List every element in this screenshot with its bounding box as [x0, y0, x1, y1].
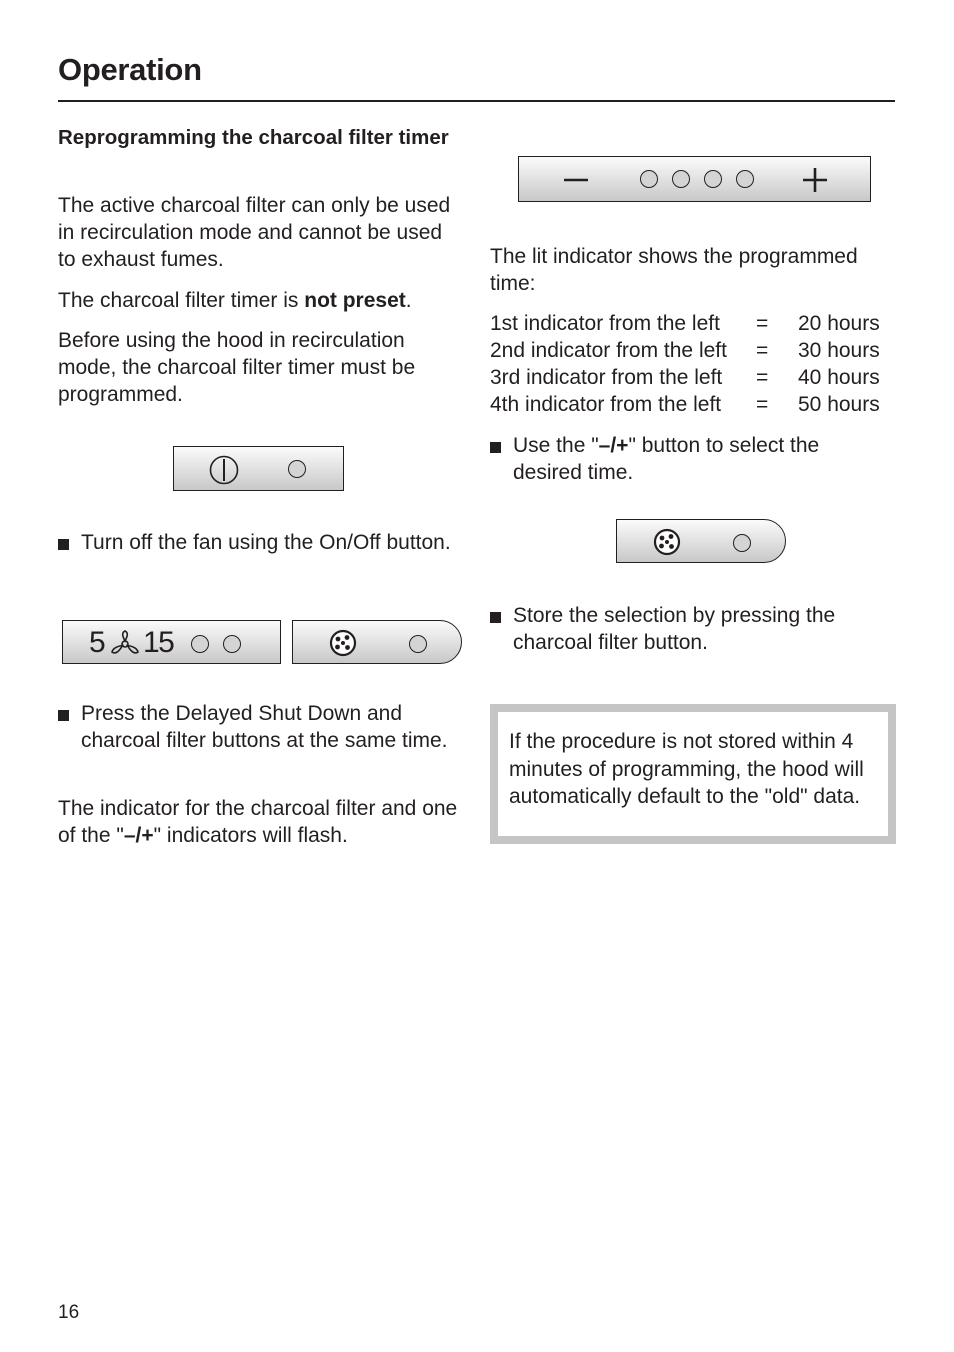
- table-row: [490, 364, 880, 391]
- bullet-marker: [58, 539, 69, 550]
- time-indicator-2: [672, 170, 690, 188]
- indicator-label: 1st indicator from the left: [490, 312, 720, 335]
- bullet-press-buttons-text: Press the Delayed Shut Down and charcoal filter buttons at the same time.: [81, 702, 448, 752]
- delay-5-label: 5: [89, 626, 105, 659]
- paragraph-recirculation: The active charcoal filter can only be used in recirculation mode and cannot be used to exhaust fumes.: [58, 194, 451, 271]
- delay-indicator-1: [191, 635, 209, 653]
- table-row: [490, 391, 880, 418]
- indicator-eq: =: [756, 393, 769, 416]
- bullet-press-buttons: [58, 700, 461, 754]
- time-indicator-1: [640, 170, 658, 188]
- indicator-eq: =: [756, 366, 769, 389]
- on-off-panel: [173, 446, 344, 491]
- minus-icon[interactable]: [563, 168, 589, 192]
- charcoal-filter-icon[interactable]: [653, 528, 681, 556]
- not-preset-bold: not preset: [304, 289, 406, 312]
- page-title: Operation: [58, 52, 202, 87]
- indicator-value: 30 hours: [798, 339, 880, 362]
- bullet-marker: [490, 612, 501, 623]
- charcoal-filter-indicator: [409, 635, 427, 653]
- paragraph-indicator-flash: [58, 795, 458, 849]
- flash-prefix: The indicator for the charcoal filter and one of the ": [58, 797, 458, 847]
- section-subheading: Reprogramming the charcoal filter timer: [58, 126, 449, 149]
- indicator-eq: =: [756, 312, 769, 335]
- page-number: 16: [58, 1302, 80, 1323]
- indicator-value: 20 hours: [798, 312, 880, 335]
- select-time-prefix: Use the ": [513, 434, 599, 457]
- indicator-time-table: [490, 310, 880, 418]
- time-indicator-4: [736, 170, 754, 188]
- delay-indicator-2: [223, 635, 241, 653]
- fan-icon[interactable]: [109, 630, 141, 656]
- power-icon[interactable]: [208, 455, 240, 485]
- flash-suffix: " indicators will flash.: [153, 824, 348, 847]
- title-rule: [58, 100, 895, 102]
- not-preset-suffix: .: [405, 289, 412, 312]
- time-indicator-3: [704, 170, 722, 188]
- note-box: [490, 704, 896, 844]
- paragraph-not-preset: [58, 287, 458, 314]
- select-time-bold: –/+: [598, 434, 629, 457]
- charcoal-filter-icon[interactable]: [329, 629, 357, 657]
- minus-plus-panel: [518, 156, 871, 202]
- indicator-label: 3rd indicator from the left: [490, 366, 723, 389]
- bullet-store-selection: [490, 602, 913, 656]
- not-preset-prefix: The charcoal filter timer is: [58, 289, 305, 312]
- bullet-select-time: [490, 432, 893, 486]
- indicator-value: 50 hours: [798, 393, 880, 416]
- paragraph-lit-indicator: The lit indicator shows the programmed time:: [490, 245, 858, 295]
- table-row: [490, 337, 880, 364]
- indicator-label: 2nd indicator from the left: [490, 339, 727, 362]
- charcoal-filter-panel: [292, 620, 462, 664]
- note-text: If the procedure is not stored within 4 minutes of programming, the hood will automatically default to the "old" data.: [498, 712, 888, 836]
- charcoal-filter-indicator: [733, 534, 751, 552]
- bullet-marker: [490, 442, 501, 453]
- delay-15-label: 15: [143, 626, 174, 659]
- indicator-label: 4th indicator from the left: [490, 393, 722, 416]
- indicator-eq: =: [756, 339, 769, 362]
- on-off-indicator: [288, 460, 306, 478]
- bullet-marker: [58, 710, 69, 721]
- bullet-turn-off: [58, 529, 461, 556]
- flash-bold: –/+: [123, 824, 154, 847]
- paragraph-before-using: Before using the hood in recirculation mode, the charcoal filter timer must be programmed.: [58, 329, 416, 406]
- delayed-shutdown-panel: [62, 620, 281, 664]
- table-row: [490, 310, 880, 337]
- charcoal-filter-panel-store: [616, 519, 786, 563]
- bullet-turn-off-text: Turn off the fan using the On/Off button.: [81, 531, 451, 554]
- plus-icon[interactable]: [802, 167, 828, 193]
- indicator-value: 40 hours: [798, 366, 880, 389]
- select-time-suffix: " button to select the desired time.: [513, 434, 820, 484]
- store-selection-text: Store the selection by pressing the charcoal filter button.: [513, 604, 836, 654]
